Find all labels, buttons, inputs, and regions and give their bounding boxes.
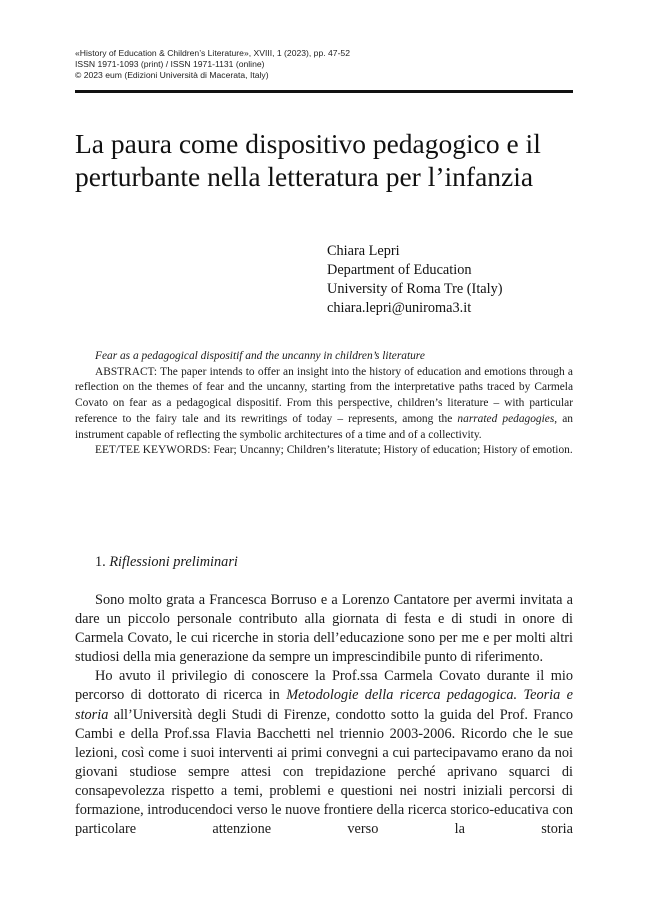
abstract-text-part-2: , an instrument capable of reflecting the symbolic architectures of a time and of a collectivity. [75,412,573,441]
journal-citation: «History of Education & Children’s Literature», XVIII, 1 (2023), pp. 47-52 [75,48,350,58]
author-university: University of Roma Tre (Italy) [327,281,503,297]
author-block [327,242,503,318]
section-heading [95,553,238,572]
journal-issn: ISSN 1971-1093 (print) / ISSN 1971-1131 (online) [75,59,265,69]
abstract-keywords: EET/TEE KEYWORDS: Fear; Uncanny; Children’s literatute; History of education; History of emotion. [95,444,573,457]
abstract-english-title: Fear as a pedagogical dispositif and the uncanny in children’s literature [95,350,425,362]
body-paragraph-2-italic: Metodologie della ricerca pedagogica. Teoria e storia [75,687,573,723]
body-paragraph-1: Sono molto grata a Francesca Borruso e a Lorenzo Cantatore per avermi invitata a dare un piccolo personale contributo alla giornata di festa e di studi in onore di Carmela Covato, le cui ricerche in storia dell’educazione sono per me e per molti altri studiosi della mia generazione da sempre un imprescindibile punto di riferimento. [75,592,573,666]
article-title-line-1: La paura come dispositivo pedagogico e il [75,128,541,159]
author-name: Chiara Lepri [327,243,400,259]
journal-header [75,48,573,81]
article-title [75,127,573,193]
header-rule [75,90,573,93]
author-email[interactable]: chiara.lepri@uniroma3.it [327,300,472,316]
abstract-block [75,349,573,459]
abstract-text [75,365,573,444]
journal-copyright: © 2023 eum (Edizioni Università di Macerata, Italy) [75,70,269,80]
abstract-text-part-1: ABSTRACT: The paper intends to offer an insight into the history of education and emotions through a reflection on the themes of fear and the uncanny, starting from the interpretative paths traced by Carmela Covato on fear as a pedagogical dispositif. From this perspective, children’s literature – with particular reference to the fairy tale and its rewritings of today – represents, among the [75,365,573,425]
body-paragraph-2 [75,667,573,839]
section-title: Riflessioni preliminari [109,554,238,570]
body-text [75,591,573,839]
body-paragraph-2-part-2: all’Università degli Studi di Firenze, condotto sotto la guida del Prof. Franco Cambi e della Prof.ssa Flavia Bacchetti nel triennio 2003-2006. Ricordo che le sue lezioni, così come i suoi interventi ai primi convegni a cui partecipavamo erano da noi giovani studiose sempre attesi con trepidazione perché aprivano squarci di consapevolezza rispetto a temi, problemi e questioni nei nostri iniziali percorsi di formazione, introducendoci verso le nuove frontiere della ricerca storico-educativa con particolare attenzione verso la storia [75,706,573,838]
article-title-line-2: perturbante nella letteratura per l’infanzia [75,161,534,192]
section-number: 1. [95,554,106,570]
body-paragraph-2-part-1: Ho avuto il privilegio di conoscere la Prof.ssa Carmela Covato durante il mio percorso di dottorato di ricerca in [75,668,573,704]
author-department: Department of Education [327,262,472,278]
abstract-text-italic: narrated pedagogies [457,412,555,425]
